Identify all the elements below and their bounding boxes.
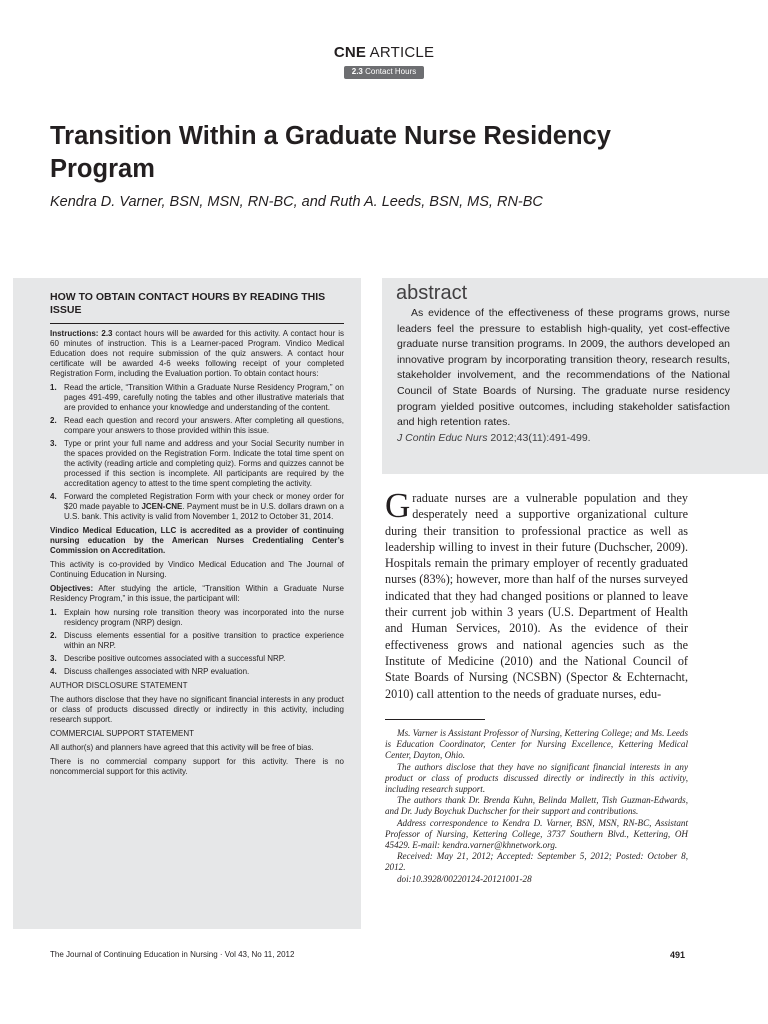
list-item <box>50 654 344 664</box>
list-item <box>50 631 344 651</box>
cne-article-header <box>0 44 768 79</box>
footnote-acknowledgments: The authors thank Dr. Brenda Kuhn, Belinda Mallett, Tish Guzman-Edwards, and Dr. Judy Boychuk Duchscher for their support and contributions. <box>385 795 688 817</box>
citation-journal: J Contin Educ Nurs <box>397 431 488 444</box>
sidebar-divider <box>50 323 344 324</box>
objective-number: 1. <box>50 608 57 617</box>
drop-cap: G <box>385 486 411 525</box>
cne-label-bold: CNE <box>333 44 367 61</box>
objectives-list <box>50 608 344 677</box>
footnote-doi: doi:10.3928/00220124-20121001-28 <box>397 873 532 884</box>
list-item <box>50 492 344 522</box>
article-authors: Kendra D. Varner, BSN, MSN, RN-BC, and Ruth A. Leeds, BSN, MS, RN-BC <box>50 194 543 210</box>
step-number: 3. <box>50 439 57 448</box>
coprovided-statement: This activity is co-provided by Vindico Medical Education and The Journal of Continuing Education in Nursing. <box>50 560 344 579</box>
list-item <box>50 667 344 677</box>
objective-text: Explain how nursing role transition theory was incorporated into the nurse residency program (NRP) design. <box>64 608 344 627</box>
objective-number: 2. <box>50 631 57 640</box>
abstract-title: abstract <box>396 282 468 304</box>
objective-number: 3. <box>50 654 57 663</box>
page-number: 491 <box>670 950 686 960</box>
step-text: Read each question and record your answers. After completing all questions, compare your answers to those provided within this issue. <box>64 416 344 435</box>
step-number: 4. <box>50 492 57 501</box>
footnote-dates: Received: May 21, 2012; Accepted: September 5, 2012; Posted: October 8, 2012. <box>385 851 688 873</box>
contact-hours-value: 2.3 <box>351 67 363 76</box>
steps-list <box>50 383 344 522</box>
footnote-affiliation: Ms. Varner is Assistant Professor of Nursing, Kettering College; and Ms. Leeds is Education Coordinator, Center for Nursing Excellence, Kettering Medical Center, Dayton, Ohio. <box>385 728 688 761</box>
abstract-box <box>382 278 768 474</box>
footnotes <box>385 728 688 885</box>
step-text-before: Forward the completed Registration Form with your check or money order for $20 made payable to <box>64 492 344 511</box>
instructions-text: contact hours will be awarded for this activity. A contact hour is 60 minutes of instruction. This is a Learner-paced Program. Vindico Medical Education does not require submission of the quiz answers. A contact hour certificate will be awarded 4-6 weeks following receipt of your completed Registration Form, including the Evaluation portion. To obtain contact hours: <box>50 329 344 378</box>
step-number: 2. <box>50 416 57 425</box>
article-title: Transition Within a Graduate Nurse Residency Program <box>50 122 611 183</box>
objectives-label: Objectives: <box>50 584 94 593</box>
body-paragraph <box>385 486 688 702</box>
body-text: raduate nurses are a vulnerable population and they desperately need a supportive organizational culture during their transition to professional practice as well as leadership willing to invest in their future (Duchscher, 2009). Hospitals remain the primary employer of recently graduated nurses (83%); however, more than half of the nurses surveyed indicated that they had changed positions or planned to leave their current job within 3 years (U.S. Department of Health and Human Services, 2010). As the evidence of their effectiveness grows and national agencies such as the Institute of Medicine (2010) and the National Council of State Boards of Nursing (NCSBN) (Spector & Echternacht, 2010) call attention to the needs of graduate nurses, edu- <box>385 491 688 701</box>
commercial-support-heading: COMMERCIAL SUPPORT STATEMENT <box>50 729 195 738</box>
footnote-correspondence: Address correspondence to Kendra D. Varner, BSN, MSN, RN-BC, Assistant Professor of Nursing, Kettering College, 3737 Southern Blvd., Kettering, OH 45429. E-mail: kendra.varner@khnetwork.org. <box>385 817 688 851</box>
disclosure-heading: AUTHOR DISCLOSURE STATEMENT <box>50 681 188 690</box>
commercial-support-text-1: All author(s) and planners have agreed that this activity will be free of bias. <box>50 743 314 752</box>
objective-number: 4. <box>50 667 57 676</box>
objectives-intro: After studying the article, “Transition Within a Graduate Nurse Residency Program,” in this issue, the participant will: <box>50 584 344 603</box>
instructions-label: Instructions: 2.3 <box>50 329 113 338</box>
journal-footer: The Journal of Continuing Education in Nursing · Vol 43, No 11, 2012 <box>50 950 295 959</box>
objective-text: Describe positive outcomes associated with a successful NRP. <box>64 654 286 663</box>
cne-label-rest: ARTICLE <box>369 44 435 61</box>
objective-text: Discuss challenges associated with NRP evaluation. <box>64 667 250 676</box>
disclosure-text: The authors disclose that they have no significant financial interests in any product or class of products discussed directly or indirectly in this activity, including research support. <box>50 695 344 724</box>
commercial-support-text-2: There is no commercial company support for this activity. There is no noncommercial support for this activity. <box>50 757 344 776</box>
abstract-text <box>397 306 730 446</box>
accreditation-statement: Vindico Medical Education, LLC is accredited as a provider of continuing nursing education by the American Nurses Credentialing Center’s Commission on Accreditation. <box>50 526 344 555</box>
payee-name: JCEN-CNE <box>141 502 183 511</box>
instructions-paragraph <box>50 329 344 379</box>
objectives-paragraph <box>50 584 344 604</box>
objective-text: Discuss elements essential for a positive transition to practice experience within an NRP. <box>64 631 344 650</box>
contact-hours-label: Contact Hours <box>365 67 417 76</box>
step-text-after: . Payment must be in U.S. dollars drawn on a U.S. bank. This activity is valid from November 1, 2012 to October 31, 2014. <box>64 502 344 521</box>
list-item <box>50 608 344 628</box>
abstract-body: As evidence of the effectiveness of these programs grows, nurse leaders feel the pressure to establish high-quality, yet cost-effective graduate nurse transition programs. In 2009, the authors developed an innovative program by incorporating transition theory, research results, stakeholder involvement, and the recommendations of the National Council of State Boards of Nursing. The graduate nurse residency program yielded positive outcomes, including stakeholder satisfaction and high retention rates. <box>397 307 730 429</box>
footnote-disclosure: The authors disclose that they have no significant financial interests in any product or class of products discussed directly or indirectly in this activity, including research support. <box>385 761 688 795</box>
list-item <box>50 383 344 413</box>
contact-hours-badge <box>344 66 425 79</box>
list-item <box>50 439 344 489</box>
sidebar-heading: HOW TO OBTAIN CONTACT HOURS BY READING THIS ISSUE <box>50 291 326 316</box>
step-number: 1. <box>50 383 57 392</box>
footnote-divider <box>385 719 485 720</box>
step-text: Read the article, “Transition Within a Graduate Nurse Residency Program,” on pages 491-499, carefully noting the tables and other illustrative materials that are provided to enhance your knowledge and understanding of the content. <box>64 383 344 412</box>
cne-article-label <box>0 44 768 61</box>
citation-details: 2012;43(11):491-499. <box>487 431 591 444</box>
list-item <box>50 416 344 436</box>
contact-hours-sidebar <box>13 278 361 929</box>
step-text: Type or print your full name and address and your Social Security number in the spaces provided on the Registration Form. Indicate the total time spent on the activity (reading article and completing quiz). Forms and quizzes cannot be processed if this section is incomplete. All participants are required by the accreditation agency to attest to the time spent completing the activity. <box>64 439 344 488</box>
